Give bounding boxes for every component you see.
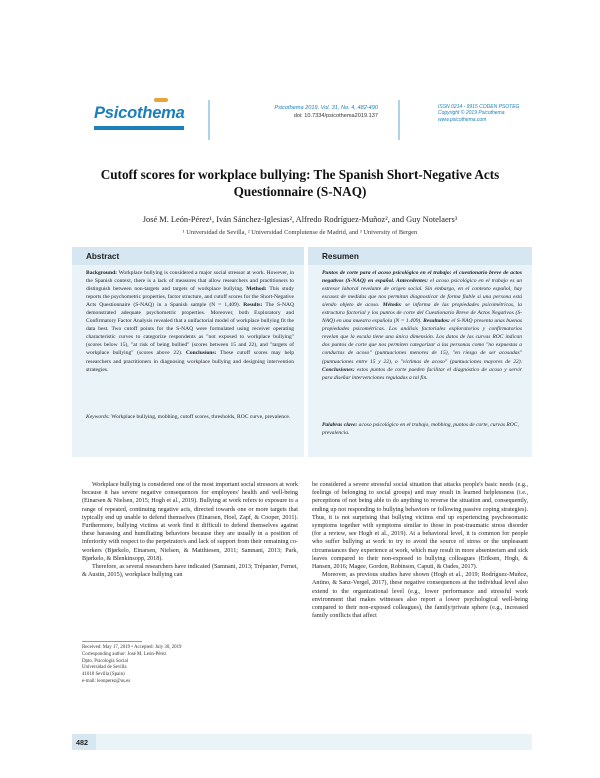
body-paragraph: Workplace bullying is considered one of the most important social stressors at work because it has severe negative consequences for employees' health and well-being (Einarsen & Nielsen, 2015; Hogh et al., 2019). Bullying at work refers to exposure to a range of repeated, continuing negative acts, directed towards one or more targets that typically end up unable to defend themselves (Einarsen, Hoel, Zapf, & Cooper, 2011). Furthermore, bullying victims at work find it difficult to defend themselves against these harassing and humiliating behaviors because they are usually in a position of inferiority with respect to the perpetrator/s and lack of support from their remaining co-workers (Bjørkelo, Einarsen, Nielsen, & Matthiesen, 2011; Samnani, 2013; Park, Bjørkelo, & Blenkinsopp, 2018). (82, 482, 298, 562)
body-paragraph: Therefore, as several researchers have indicated (Samnani, 2013; Trépanier, Fernet, & Austin, 2015), workplace bullying can (82, 564, 298, 579)
results-label: Results: (243, 302, 266, 309)
citation-block (228, 104, 378, 120)
university: Universidad de Sevilla (82, 665, 127, 671)
author-list: José M. León-Pérez¹, Iván Sánchez-Iglesias², Alfredo Rodríguez-Muñoz², and Guy Notelaers³ (142, 215, 458, 224)
abstract-text (86, 269, 294, 374)
received-dates: Received: May 17, 2019 • Accepted: July 30, 2019 (82, 645, 182, 650)
issn: ISSN 0214 - 9915 CODEN PSOTEG (438, 104, 520, 110)
metodo-label: Método: (382, 302, 406, 309)
conclusiones-text: estos puntos de corte pueden facilitar el diagnóstico de acoso y servir para diseñar intervenciones reguladas a tal fin. (322, 366, 522, 381)
antecedentes-text: el acoso psicológico en el trabajo es un estresor laboral revelante de origen social. Sin embargo, en el contexto español, hay escasez de medidas que nos permitan diagnosticar de forma fiable si una persona está siendo objeto de acoso. (322, 278, 522, 309)
palabras-clave-text: acoso psicológico en el trabajo, mobbing, puntos de corte, curvas ROC, prevalencia. (322, 422, 519, 437)
journal-header (0, 86, 600, 144)
header-divider (398, 100, 400, 140)
logo-text: Psicothema (94, 104, 185, 122)
keywords-text: Workplace bullying, mobbing, cutoff scores, thresholds, ROC curve, prevalence. (111, 414, 291, 420)
doi[interactable]: doi: 10.7334/psicothema2019.137 (293, 113, 378, 119)
resumen-keywords (322, 421, 522, 437)
address: 41018 Sevilla (Spain) (82, 672, 125, 678)
abstract-keywords (86, 413, 294, 421)
logo-accent (154, 98, 168, 102)
correspondence-footnote (82, 645, 292, 686)
background-text: Workplace bullying is considered a major social stressor at work. However, in the Spanish context, there is a lack of measures that allow researchers and practitioners to distinguish between non-targets and targets of workplace bullying. (86, 270, 294, 293)
page-number: 482 (72, 734, 96, 750)
antecedentes-label: Antecedentes: (396, 278, 431, 285)
department: Dpto. Psicología Social (82, 658, 129, 664)
corresponding-author: Corresponding author: José M. León-Pérez (82, 651, 167, 657)
affiliations: ¹ Universidad de Sevilla, ² Universidad Complutense de Madrid, and ³ University of Bergen (182, 229, 418, 236)
page-footer (72, 734, 532, 750)
resumen-title: Puntos de corte para el acoso psicológico en el trabajo: el cuestionario breve de actos negativos (S-NAQ) en español. (322, 270, 522, 285)
journal-issue: Psicothema 2019, Vol. 31, No. 4, 482-490 (274, 105, 378, 111)
journal-meta (438, 104, 548, 123)
background-label: Background: (86, 270, 119, 276)
keywords-label: Keywords: (86, 414, 112, 420)
method-label: Method: (246, 286, 270, 293)
logo-underline (94, 126, 184, 130)
method-text: This study reports the psychometric properties, factor structure, and cutoff scores for the Short-Negative Acts Questionnaire (S-NAQ) in a Spanish sample (N = 1,409). (86, 286, 294, 309)
header-divider (208, 100, 210, 140)
resultados-text: el S-NAQ presenta unas buenas propiedades psicométricas. Los análisis factoriales exploratorios y confirmatorios revelan que la escala tiene una única dimensión. Los datos de las curvas ROC indican dos puntos de corte que nos permiten categorizar a las personas como "no expuestas a conductas de acoso" (puntuaciones menores de 15), "en riesgo de ser acosadas" (puntuaciones entre 15 y 22), o "víctimas de acoso" (puntuaciones mayores de 22). (322, 318, 523, 365)
body-column-right (312, 481, 528, 620)
body-paragraph: Moreover, as previous studies have shown (Hogh et al., 2019; Rodríguez-Muñoz, Antino, & Sanz-Vergel, 2017), these negative consequences at the individual level also extend to the organizational level (e.g., lower performance and stressful work environment that makes witnesses also report a lower psychological well-being compared to their non-exposed colleagues), the family/private sphere (e.g., increased family conflicts that affect (312, 572, 528, 620)
copyright: Copyright © 2019 Psicothema (438, 110, 505, 117)
footnote-rule (82, 641, 142, 642)
results-text: The S-NAQ demonstrated adequate psychometric properties. Moreover, both Exploratory and Confirmatory Factor Analysis revealed that a unifactorial model of workplace bullying fit the data best. Two cutoff points for the S-NAQ were formulated using receiver operating characteristic curves to categorize respondents as "not exposed to workplace bullying" (scores below 15), "at risk of being bullied" (scores between 15 and 22), and "targets of workplace bullying" (scores above 22). (86, 302, 295, 357)
conclusions-text: These cutoff scores may help researchers and practitioners in diagnosing workplace bullying and designing intervention strategies. (86, 350, 294, 373)
metodo-text: se informa de las propiedades psicométricas, la estructura factorial y los puntos de corte del Cuestionario Breve de Actos Negativos (S-NAQ) en una muestra española (N = 1.409). (322, 302, 522, 325)
resumen-heading: Resumen (308, 247, 532, 265)
article-title: Cutoff scores for workplace bullying: The Spanish Short-Negative Acts Questionnaire (S-NAQ) (100, 167, 500, 199)
palabras-clave-label: Palabras clave: (322, 422, 359, 428)
abstract-box (72, 247, 304, 457)
resultados-label: Resultados: (423, 318, 452, 325)
body-column-left (82, 481, 298, 579)
resumen-text (322, 269, 522, 382)
conclusions-label: Conclusions: (185, 350, 221, 357)
website-link[interactable]: www.psicothema.com (438, 116, 487, 123)
abstract-heading: Abstract (72, 247, 304, 265)
resumen-box (308, 247, 532, 457)
conclusiones-label: Conclusiones: (322, 366, 357, 373)
body-paragraph: be considered a severe stressful social situation that attacks people's basic needs (e.g., feelings of belonging to social groups) and may result in learned helplessness (i.e., perceptions of not being able to do anything to reverse the situation and, consequently, ending up not responding to bullying behaviors or following passive coping strategies). Thus, it is not surprising that bullying victims end up experiencing psychosomatic symptoms together with symptoms similar to those in post-traumatic stress disorder (for a review, see Hogh et al., 2019). At a behavioral level, it is common for people who suffer bullying at work to try to avoid the source of stress or the unpleasant circumstances they experience at work, which may result in more absenteeism and sick leaves compared to their non-exposed to bullying colleagues (Eriksen, Hogh, & Hansen, 2016; Magee, Gordon, Robinson, Caputi, & Oades, 2017). (312, 482, 528, 571)
email-link[interactable]: e-mail: leonperez@us.es (82, 678, 131, 684)
journal-logo (94, 104, 188, 126)
